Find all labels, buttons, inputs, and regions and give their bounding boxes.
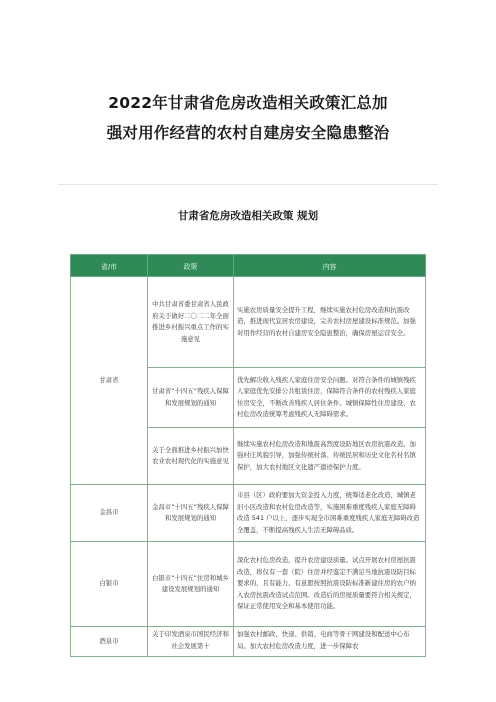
policy-cell: 关于印发酒泉市国民经济和社会发展第十 [148, 627, 234, 657]
document-title [0, 88, 496, 148]
header-policy: 政策 [148, 255, 234, 277]
region-cell: 金昌市 [71, 485, 148, 542]
content-cell: 加强农村邮政、快递、供销、电商等骨干网建设和配送中心布局。加大农村危房改造力度，进一步保障农 [234, 627, 426, 657]
policy-table [70, 254, 426, 657]
region-cell: 白银市 [71, 542, 148, 627]
content-cell: 实施农房质量安全提升工程，继续实施农村危房改造和抗震改造，推进现代宜居农房建设，完善农村房屋建设标准规范。加强对用作经营的农村自建房安全隐患整治，确保房屋运营安全。 [234, 277, 426, 368]
divider [58, 184, 438, 185]
region-cell: 甘肃省 [71, 277, 148, 485]
header-region: 省/市 [71, 255, 148, 277]
content-cell: 市县（区）政府要加大资金投入力度，统筹适老化改造、城镇老旧小区改造和农村危房改造等，实施困难重度残疾人家庭无障碍改造 541 户以上，逐步实现全市困难重度残疾人家庭无障碍改造全覆盖，不断提高残疾人生活无障碍品质。 [234, 485, 426, 542]
table-row [71, 277, 426, 368]
title-line-1: 2022年甘肃省危房改造相关政策汇总加 [108, 94, 388, 112]
policy-cell: 白银市“十四五”住房和城乡建设发展规划的通知 [148, 542, 234, 627]
region-cell: 酒泉市 [71, 627, 148, 657]
policy-cell: 金昌市“十四五”残疾人保障和发展规划的通知 [148, 485, 234, 542]
table-row [71, 627, 426, 657]
table-row [71, 542, 426, 627]
title-line-2: 强对用作经营的农村自建房安全隐患整治 [106, 124, 390, 142]
section-title: 甘肃省危房改造相关政策 规划 [177, 210, 319, 222]
policy-cell: 甘肃省“十四五”残疾人保障和发展规划的通知 [148, 368, 234, 428]
content-cell: 继续实施农村危房改造和地震高烈度设防地区农房抗震改造。加强村庄风貌引导，加强传统村落、传统民居和历史文化名村名镇保护，加大农村地区文化遗产遗迹保护力度。 [234, 428, 426, 485]
table-header-row [71, 255, 426, 277]
content-cell: 深化农村危房改造，提升农房建设质量。试点开展农村房屋抗震改造，将仅有一套（院）住房并经鉴定不满足当地抗震设防目标要求的，且有能力、有意愿按照抗震设防标准新建住房的农户纳入农房抗震改造试点范围。改造后的房屋质量要符合相关规定，保证正常使用安全和基本使用功能。 [234, 542, 426, 627]
policy-cell: 关于全面推进乡村振兴加快农业农村现代化的实施意见 [148, 428, 234, 485]
policy-cell: 中共甘肃省委甘肃省人民政府关于做好二〇二二年全面推进乡村振兴重点工作的实施意见 [148, 277, 234, 368]
table-row [71, 485, 426, 542]
header-content: 内容 [234, 255, 426, 277]
content-cell: 优先解决收入残疾人家庭住房安全问题。对符合条件的城镇残疾人家庭优先安排公共租赁住房，保障符合条件的农村残疾人家庭住房安全，不断改善残疾人居住条件。城镇保障性住房建设、农村危房改造统筹考虑残疾人无障碍需求。 [234, 368, 426, 428]
